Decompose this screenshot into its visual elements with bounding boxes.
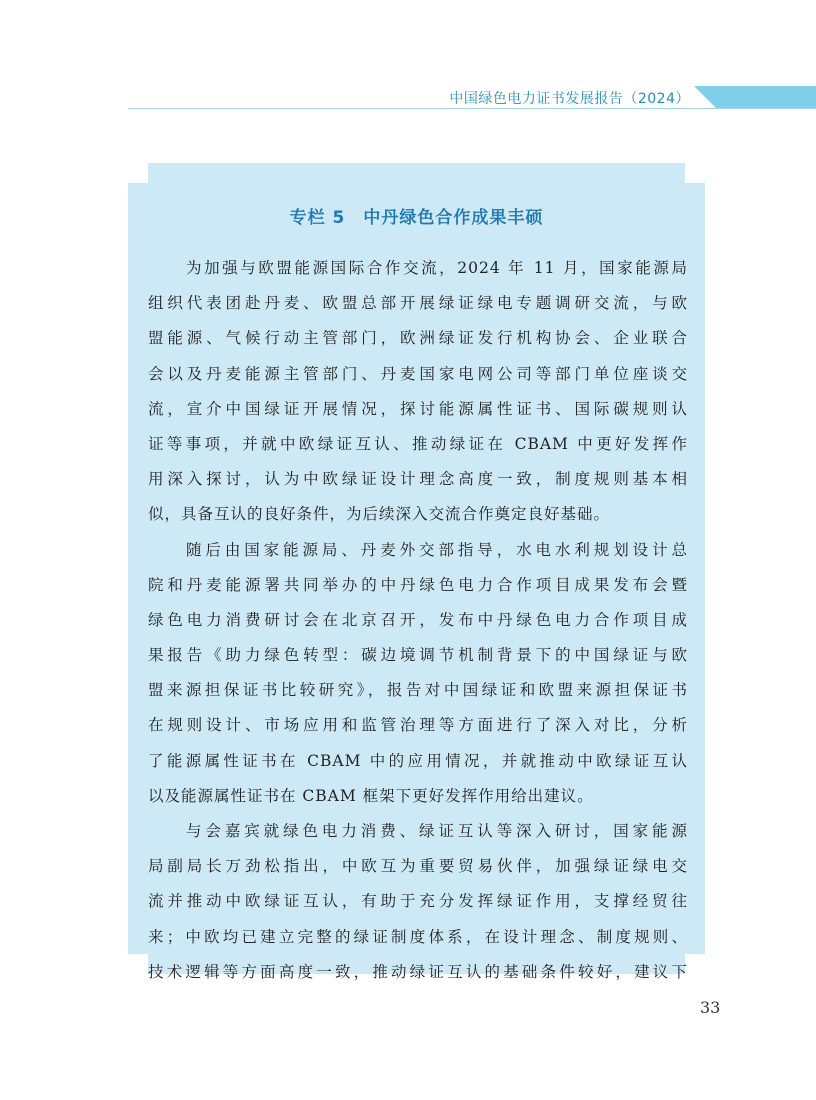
paragraph-line: 院和丹麦能源署共同举办的中丹绿色电力合作项目成果发布会暨 <box>148 575 688 594</box>
column-title: 专栏 5 中丹绿色合作成果丰硕 <box>289 208 544 228</box>
paragraph-line: 用深入探讨，认为中欧绿证设计理念高度一致，制度规则基本相 <box>148 470 688 489</box>
paragraph-line: 似，具备互认的良好条件，为后续深入交流合作奠定良好基础。 <box>148 505 611 524</box>
page-number: 33 <box>700 998 721 1017</box>
header-rule <box>128 108 816 109</box>
paragraph-line: 证等事项，并就中欧绿证互认、推动绿证在 CBAM 中更好发挥作 <box>148 434 688 453</box>
paragraph-line: 盟来源担保证书比较研究》，报告对中国绿证和欧盟来源担保证书 <box>148 681 688 700</box>
paragraph-line: 盟能源、气候行动主管部门，欧洲绿证发行机构协会、企业联合 <box>148 329 688 348</box>
paragraph-line: 随后由国家能源局、丹麦外交部指导，水电水利规划设计总 <box>186 540 688 559</box>
paragraph-line: 流，宣介中国绿证开展情况，探讨能源属性证书、国际碳规则认 <box>148 399 688 418</box>
paragraph-line: 会以及丹麦能源主管部门、丹麦国家电网公司等部门单位座谈交 <box>148 364 688 383</box>
header-accent-tab <box>694 86 816 108</box>
paragraph-line: 以及能源属性证书在 CBAM 框架下更好发挥作用给出建议。 <box>148 786 594 805</box>
paragraph-line: 与会嘉宾就绿色电力消费、绿证互认等深入研讨，国家能源 <box>186 822 688 840</box>
paragraph-line: 果报告《助力绿色转型：碳边境调节机制背景下的中国绿证与欧 <box>148 646 688 665</box>
paragraph-line: 技术逻辑等方面高度一致，推动绿证互认的基础条件较好，建议下 <box>148 962 688 981</box>
paragraph-line: 为加强与欧盟能源国际合作交流，2024 年 11 月，国家能源局 <box>186 259 688 277</box>
paragraph-line: 绿色电力消费研讨会在北京召开，发布中丹绿色电力合作项目成 <box>148 610 688 629</box>
paragraph-line: 了能源属性证书在 CBAM 中的应用情况，并就推动中欧绿证互认 <box>148 751 688 770</box>
paragraph-line: 在规则设计、市场应用和监管治理等方面进行了深入对比，分析 <box>148 716 688 735</box>
column-body <box>148 251 688 990</box>
paragraph-line: 组织代表团赴丹麦、欧盟总部开展绿证绿电专题调研交流，与欧 <box>148 294 688 313</box>
running-header-title: 中国绿色电力证书发展报告（2024） <box>449 91 690 107</box>
paragraph-line: 局副局长万劲松指出，中欧互为重要贸易伙伴，加强绿证绿电交 <box>148 857 688 876</box>
paragraph-line: 来；中欧均已建立完整的绿证制度体系，在设计理念、制度规则、 <box>148 927 688 946</box>
paragraph-line: 流并推动中欧绿证互认，有助于充分发挥绿证作用，支撑经贸往 <box>148 892 688 911</box>
